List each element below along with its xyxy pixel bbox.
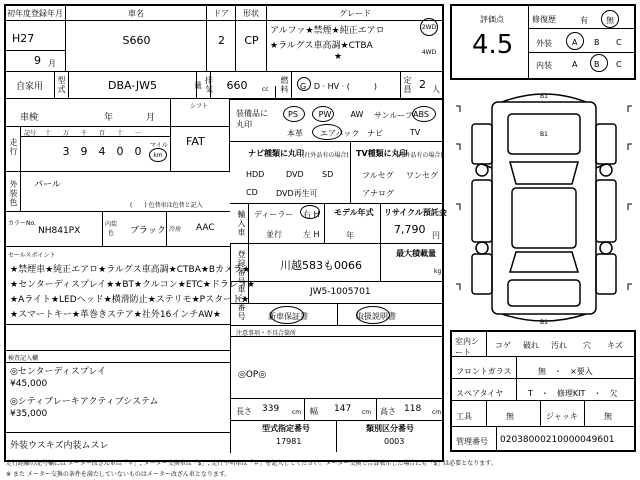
interior-value: ブラック (130, 226, 166, 236)
inspector-line-3: ¥35,000 (10, 409, 48, 419)
glass-value: 無 ・ ×要入 (538, 367, 593, 376)
drive-4wd: 4WD (421, 48, 437, 56)
int-opt-1: B (594, 60, 600, 69)
use-value: 自家用 (5, 72, 55, 98)
model-num-label: 型式指定番号 (262, 424, 310, 433)
mileage-digit-4: 0 (134, 145, 142, 158)
inspection-year: 年 (104, 113, 114, 123)
remarks-label: 注意事項・不具合箇所 (236, 330, 297, 337)
nav-item-3: CD (246, 188, 258, 197)
mgmt-label: 管理番号 (456, 437, 488, 446)
ext-opt-1: B (594, 38, 600, 47)
hgt-label: 高さ (380, 407, 396, 416)
equip-item-0: PS (288, 110, 298, 119)
pw-circle (312, 106, 334, 122)
nav-sub: (社外品有の場合) (302, 152, 349, 159)
color-code-value: NH841PX (38, 226, 81, 236)
disp-value: 660 (226, 78, 248, 92)
interior-label: 内装色 (104, 221, 117, 237)
ext-a-circle (566, 32, 584, 50)
doors-label: ドア (213, 8, 229, 18)
inspector-line-2: ◎シティブレーキアクティブシステム (10, 397, 159, 407)
first-reg-label: 初年度登録年月 (7, 8, 63, 18)
cap-value: 2 (419, 78, 426, 91)
wid-unit: cm (362, 409, 372, 416)
diagram-bracket-mr (628, 144, 632, 150)
type-label: 型式 (55, 72, 69, 98)
spare-value: T ・ 修理KIT ・ 欠 (528, 389, 618, 398)
tv-item-1: ワンセグ (406, 171, 438, 180)
fuel-options: G · D · HV · ( ) (300, 82, 377, 91)
abs-circle (412, 106, 436, 122)
exterior-label: 外装色 (9, 180, 18, 207)
cabin-item-0: コゲ (495, 341, 511, 350)
diagram-bracket-cl (456, 204, 460, 210)
model-year-label: モデル年式 (334, 208, 374, 217)
sales-line-0: ★禁煙車★純正エアロ★ラルグス車高調★CTBA★Bカメラ★ (10, 265, 251, 275)
equip-item-2: AW (350, 110, 364, 119)
inspection-month: 月 (146, 113, 156, 123)
class-label: 類別区分番号 (366, 424, 414, 433)
model-year-unit: 年 (346, 231, 354, 240)
inspector-line-0: ◎センターディスプレイ (10, 367, 106, 377)
disp-label: 排気量 (197, 72, 211, 98)
car-damage-diagram (452, 84, 636, 330)
ext-opt-2: C (616, 38, 622, 47)
sales-line-1: ★センターディスプレイ★★BT★クルコン★ETC★ドラレコ★ (10, 280, 255, 290)
inspection-label: 車検 (20, 113, 39, 123)
model-value: S660 (122, 33, 151, 47)
repair-opt-yes: 有 (580, 16, 588, 25)
inspector-line-1: ¥45,000 (10, 379, 48, 389)
nav-item-4: DVD再生可 (276, 189, 318, 198)
chassis-number: JW5-1005701 (310, 287, 371, 297)
int-b-circle (590, 54, 608, 72)
diagram-right-front-fender (596, 124, 616, 164)
doors-value: 2 (218, 33, 225, 47)
shift-label: シフト (190, 103, 209, 110)
diagram-right-door (596, 180, 616, 242)
equip-item-3: サンルーフ (374, 111, 413, 120)
hgt-value: 118 (404, 404, 422, 414)
fuel-gas-circle (297, 77, 311, 91)
ac-value: AAC (196, 223, 215, 233)
wid-value: 147 (334, 404, 352, 414)
cap-label: 定員 (400, 72, 414, 98)
shape-label: 形状 (243, 8, 259, 18)
mileage-digit-3: 0 (116, 145, 124, 158)
equip-item-1: PW (318, 110, 332, 119)
len-value: 339 (262, 404, 280, 414)
new-warranty: 新車保証書 (268, 312, 308, 321)
score-label: 評価点 (480, 15, 504, 24)
diagram-wheel-rl (476, 242, 488, 254)
diagram-bracket-bl (456, 284, 460, 290)
tv-label: TV種類に丸印 (356, 149, 408, 158)
mileage-digit-1: 9 (80, 145, 88, 158)
ac-label: 冷房 (168, 225, 181, 233)
max-load-unit: kg (434, 268, 442, 275)
diagram-trunk (508, 280, 580, 306)
cabin-item-4: キズ (607, 341, 623, 350)
diagram-label-hood: B1 (540, 131, 548, 138)
glass-label: フロントガラス (456, 367, 512, 376)
max-load-label: 最大積載量 (396, 249, 436, 258)
tv-item-2: アナログ (362, 189, 394, 198)
model-label: 車名 (128, 8, 144, 18)
repair-opt-no: 無 (606, 16, 614, 25)
jack-value: 無 (604, 412, 612, 421)
diagram-right-rear-fender (596, 254, 616, 294)
ps-circle (283, 106, 305, 122)
mileage-unit-1: 十 (44, 130, 51, 137)
inspector-label: 検査記入欄 (8, 355, 39, 362)
cabin-label: 室内シート (455, 337, 479, 357)
mileage-digit-2: 4 (98, 145, 106, 158)
len-unit: cm (292, 409, 302, 416)
tools-label: 工具 (456, 412, 472, 421)
airbag-circle (312, 124, 342, 140)
equip-item-2-3: TV (409, 128, 421, 137)
int-opt-0: A (572, 60, 578, 69)
recycle-label: リサイクル預託金 (384, 208, 447, 217)
sales-line-3: ★スマートキー★革巻きステア★社外16インチAW★ (10, 310, 221, 320)
import-left: 左 H (303, 230, 320, 239)
mileage-unit-3: 千 (80, 130, 87, 137)
diagram-bracket-ml (456, 144, 460, 150)
shape-value: CP (244, 33, 259, 47)
footer-line-2: ※ また メーター交換の条件を満たしていないものはメーター改ざん車となります。 (6, 471, 231, 478)
ext-label: 外装 (536, 39, 552, 48)
hgt-unit: cm (432, 409, 442, 416)
warranty-circle (270, 306, 304, 324)
chassis-label: 車台番号 (237, 285, 246, 321)
equip-item-2-1: エアバック (320, 129, 360, 138)
tv-item-0: フルセグ (362, 171, 394, 180)
equip-label: 装備品に丸印 (236, 109, 268, 129)
color-code-label: カラーNo. (8, 220, 36, 227)
recycle-value: 7,790 (394, 223, 426, 236)
diagram-bracket-cr (628, 204, 632, 210)
import-dealer: ディーラー (254, 210, 294, 219)
class-value: 0003 (384, 437, 405, 446)
diagram-bracket-tl (456, 106, 460, 112)
import-right: 右 H (303, 210, 320, 219)
mileage-unit-2: 万 (62, 130, 69, 137)
diagram-label-front: B1 (540, 93, 548, 100)
month-unit: 月 (48, 59, 56, 68)
grade-line-2: ★ラルグス車高調★CTBA (270, 41, 373, 51)
score-value: 4.5 (472, 30, 514, 60)
diagram-wheel-rr (600, 242, 612, 254)
first-reg-month: 9 (34, 54, 41, 67)
cap-unit: 人 (432, 85, 440, 94)
diagram-windshield (510, 162, 578, 184)
sales-points-label: セールスポイント (8, 252, 56, 259)
import-parallel: 並行 (266, 230, 282, 239)
mileage-unit-6: 一 (134, 130, 141, 137)
footer-line-1: 走行距離の記号欄には メーター改ざん車は「＊」, メーター交換車は「$」, 走行不明車は「＃」を記入してください。メーター交換で合算表示した場合にも「$」は必要となります。 (6, 460, 497, 467)
color-change-note: ( ) 色替車は色替と記入 (130, 202, 203, 209)
mileage-digit-0: 3 (62, 145, 70, 158)
repair-label: 修復歴 (532, 15, 556, 24)
grade-line-3: ★ (334, 52, 343, 62)
repair-no-circle (601, 10, 619, 28)
diagram-left-door (472, 180, 492, 242)
diagram-bracket-br (628, 284, 632, 290)
wid-label: 幅 (310, 407, 318, 416)
diagram-left-rear-fender (472, 254, 492, 294)
registration-number: 川越583も0066 (280, 259, 362, 272)
equip-item-2-2: ナビ (367, 129, 383, 138)
registration-label: 登録番号 (237, 250, 246, 286)
import-label: 輸入車 (237, 210, 246, 237)
shift-value: FAT (186, 135, 205, 148)
remarks-text: ◎OP◎ (238, 370, 267, 380)
tools-value: 無 (506, 412, 514, 421)
recycle-unit: 円 (432, 231, 440, 240)
jack-label: ジャッキ (546, 412, 578, 421)
mileage-unit-0: 記号 (23, 130, 36, 137)
cabin-item-1: 破れ (523, 341, 539, 350)
nav-item-1: DVD (286, 170, 304, 179)
diagram-roof (512, 188, 576, 248)
nav-item-0: HDD (246, 170, 265, 179)
mileage-unit-5: 十 (116, 130, 123, 137)
cabin-item-2: 汚れ (551, 341, 567, 350)
model-num-value: 17981 (276, 437, 302, 446)
tv-sub: (社外品有の場合) (396, 152, 443, 159)
nav-label: ナビ種類に丸印 (248, 149, 304, 158)
inspector-footer: 外装ウスキズ内装ムスレ (10, 441, 109, 451)
mgmt-value: 02038000210000049601 (500, 435, 615, 445)
mileage-label: 走行 (9, 138, 18, 156)
manual-circle (356, 306, 390, 324)
mile-label: マイル (150, 142, 168, 149)
equip-item-4: ABS (413, 110, 429, 119)
disp-unit: cc (262, 86, 276, 98)
km-circle: km (149, 148, 167, 162)
cabin-item-3: 穴 (583, 341, 591, 350)
exterior-value: パール (34, 180, 61, 190)
drive-2wd: 2WD (420, 18, 438, 36)
len-label: 長さ (236, 407, 252, 416)
fuel-label: 燃料 (278, 72, 292, 98)
diagram-rear-glass (510, 252, 578, 272)
first-reg-year: H27 (12, 32, 35, 45)
sales-line-2: ★Aライト★LEDヘッド★横滑防止★ステリモ★Pスタート★ (10, 295, 250, 305)
manual: 取扱説明書 (356, 312, 396, 321)
spare-label: スペアタイヤ (456, 389, 504, 398)
grade-line-1: アルファ★禁煙★純正エアロ (270, 26, 385, 36)
type-value: DBA-JW5 (69, 72, 197, 98)
nav-item-2: SD (322, 170, 334, 179)
diagram-label-rear: B1 (540, 319, 548, 326)
int-label: 内装 (536, 61, 552, 70)
diagram-bracket-tr (628, 106, 632, 112)
ext-opt-0: A (572, 38, 578, 47)
right-hand-circle (300, 205, 320, 219)
grade-label: グレード (339, 8, 371, 18)
mileage-unit-4: 百 (98, 130, 105, 137)
int-opt-2: C (616, 60, 622, 69)
diagram-left-front-fender (472, 124, 492, 164)
equip-item-2-0: 本革 (287, 129, 303, 138)
